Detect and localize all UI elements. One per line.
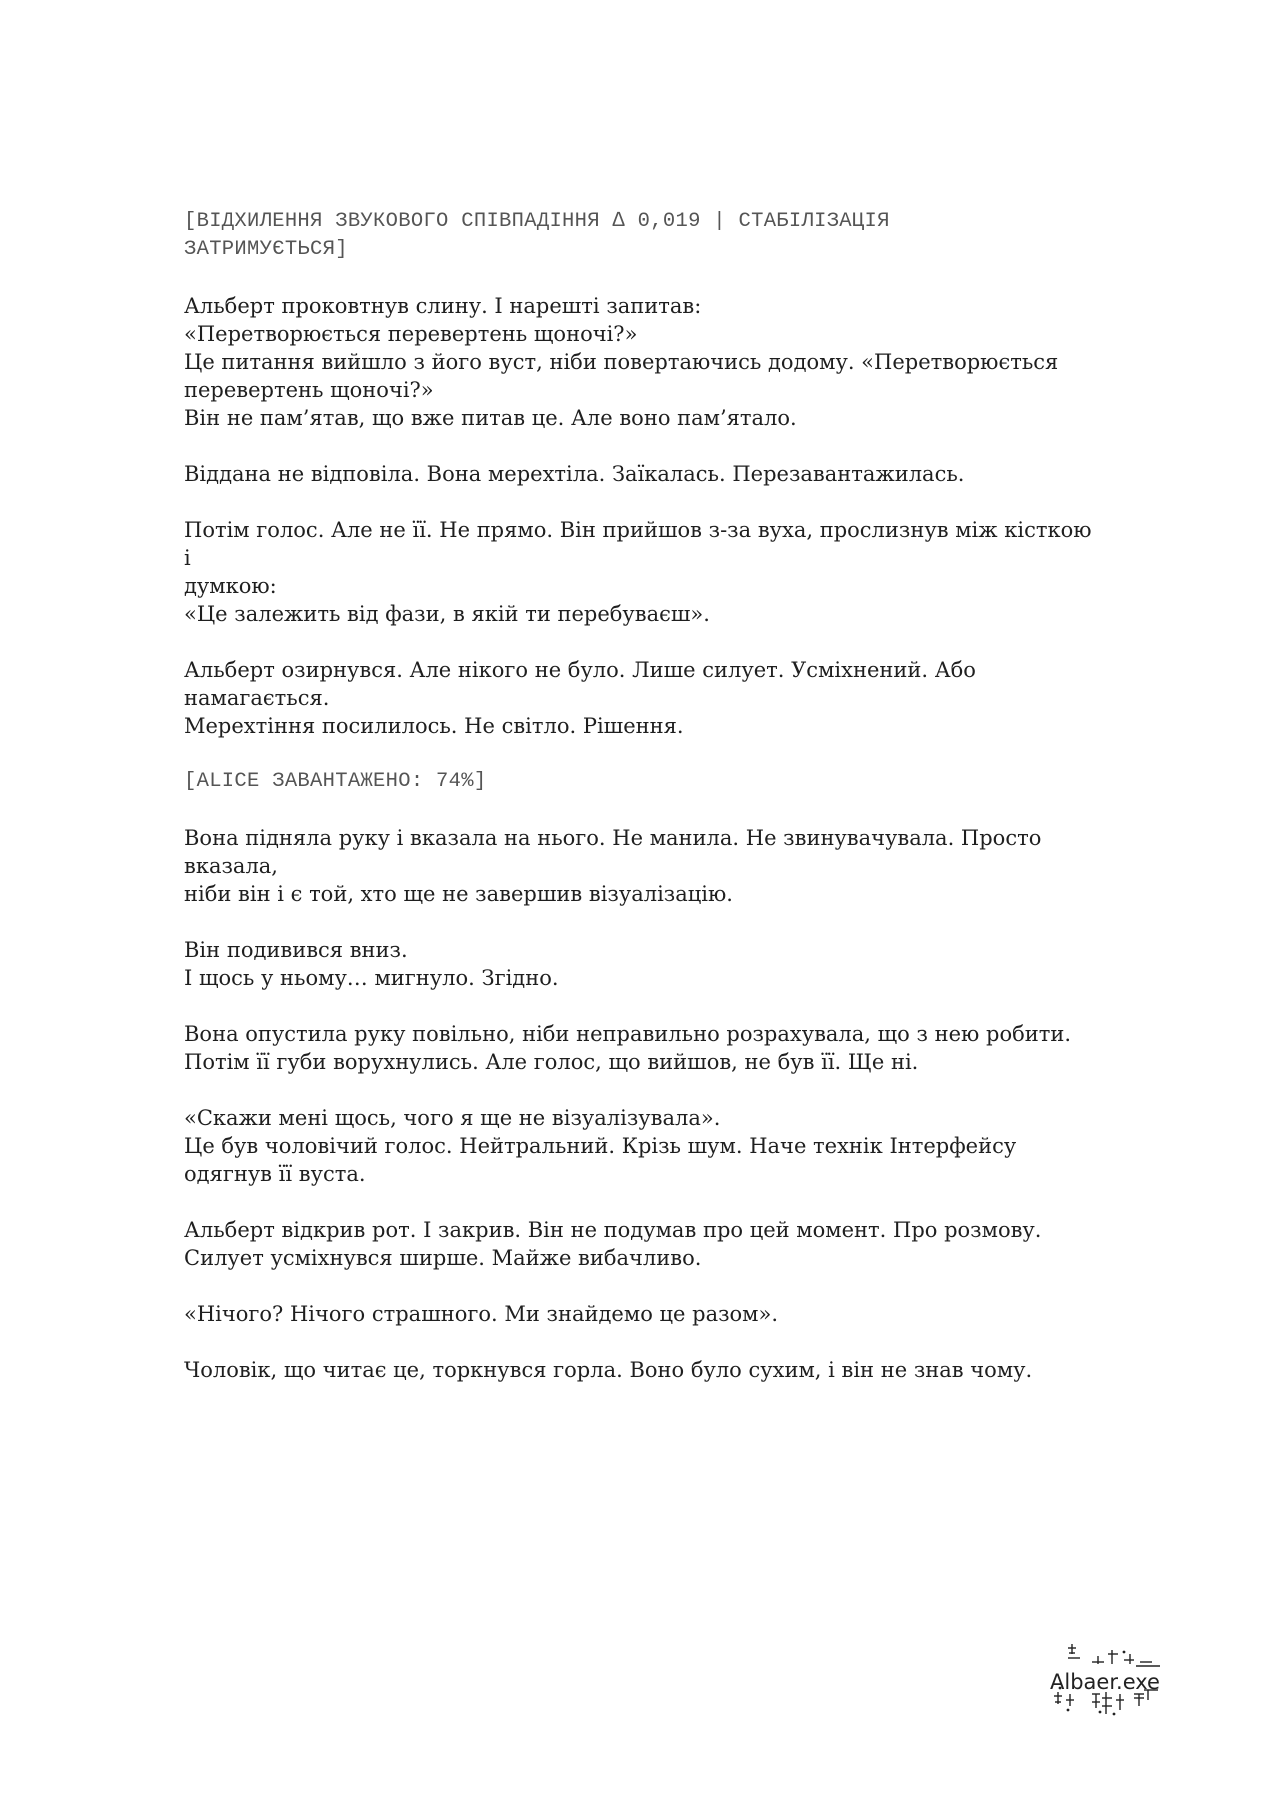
text-line: «Скажи мені щось, чого я ще не візуалізувала». xyxy=(184,1106,721,1130)
paragraph-together xyxy=(184,1300,1104,1328)
status-line: [ALICE ЗАВАНТАЖЕНО: 74%] xyxy=(184,770,487,793)
text-line: Альберт озирнувся. Але нікого не було. Лише силует. Усміхнений. Або xyxy=(184,658,976,682)
document-body xyxy=(184,208,1104,1384)
status-line: ЗАТРИМУЄТЬСЯ] xyxy=(184,238,348,261)
text-line: думкою: xyxy=(184,574,277,598)
text-line: Потім голос. Але не її. Не прямо. Він прийшов з-за вуха, прослизнув між кісткою і xyxy=(184,518,1092,570)
paragraph-flicker xyxy=(184,460,1104,488)
text-line: ніби він і є той, хто ще не завершив візуалізацію. xyxy=(184,882,733,906)
text-line: Це був чоловічий голос. Нейтральний. Крізь шум. Наче технік Інтерфейсу xyxy=(184,1134,1017,1158)
text-line: Альберт проковтнув слину. І нарешті запитав: xyxy=(184,294,702,318)
text-line: І щось у ньому… мигнуло. Згідно. xyxy=(184,966,559,990)
text-line: Силует усміхнувся ширше. Майже вибачливо. xyxy=(184,1246,702,1270)
logo-text: Albaer.exe xyxy=(1050,1670,1160,1694)
text-line: Мерехтіння посилилось. Не світло. Рішення. xyxy=(184,714,684,738)
status-line: [ВІДХИЛЕННЯ ЗВУКОВОГО СПІВПАДІННЯ ∆ 0,019 | СТАБІЛІЗАЦІЯ xyxy=(184,210,890,233)
text-line: Він не пам’ятав, що вже питав це. Але воно пам’ятало. xyxy=(184,406,797,430)
text-line: «Перетворюється перевертень щоночі?» xyxy=(184,322,638,346)
text-line: «Нічого? Нічого страшного. Ми знайдемо це разом». xyxy=(184,1302,779,1326)
text-line: вказала, xyxy=(184,854,278,878)
text-line: Вона опустила руку повільно, ніби неправильно розрахувала, що з нею робити. xyxy=(184,1022,1072,1046)
text-line: одягнув її вуста. xyxy=(184,1162,366,1186)
text-line: Потім її губи ворухнулись. Але голос, що вийшов, не був її. Ще ні. xyxy=(184,1050,919,1074)
status-line-deviation xyxy=(184,208,1104,264)
paragraph-mouth xyxy=(184,1216,1104,1272)
paragraph-reader xyxy=(184,1356,1104,1384)
footer-logo xyxy=(1040,1640,1170,1720)
paragraph-lowered-hand xyxy=(184,1020,1104,1076)
paragraph-looked-down xyxy=(184,936,1104,992)
status-line-loading xyxy=(184,768,1104,796)
paragraph-silhouette xyxy=(184,656,1104,740)
text-line: Чоловік, що читає це, торкнувся горла. Воно було сухим, і він не знав чому. xyxy=(184,1358,1033,1382)
text-line: «Це залежить від фази, в якій ти перебуваєш». xyxy=(184,602,710,626)
text-line: Він подивився вниз. xyxy=(184,938,408,962)
text-line: Альберт відкрив рот. І закрив. Він не подумав про цей момент. Про розмову. xyxy=(184,1218,1042,1242)
text-line: Вона підняла руку і вказала на нього. Не манила. Не звинувачувала. Просто xyxy=(184,826,1042,850)
paragraph-voice xyxy=(184,516,1104,628)
text-line: Віддана не відповіла. Вона мерехтіла. Заїкалась. Перезавантажилась. xyxy=(184,462,965,486)
text-line: перевертень щоночі?» xyxy=(184,378,434,402)
paragraph-pointing xyxy=(184,824,1104,908)
paragraph-question xyxy=(184,292,1104,432)
text-line: Це питання вийшло з його вуст, ніби повертаючись додому. «Перетворюється xyxy=(184,350,1059,374)
paragraph-male-voice xyxy=(184,1104,1104,1188)
text-line: намагається. xyxy=(184,686,330,710)
